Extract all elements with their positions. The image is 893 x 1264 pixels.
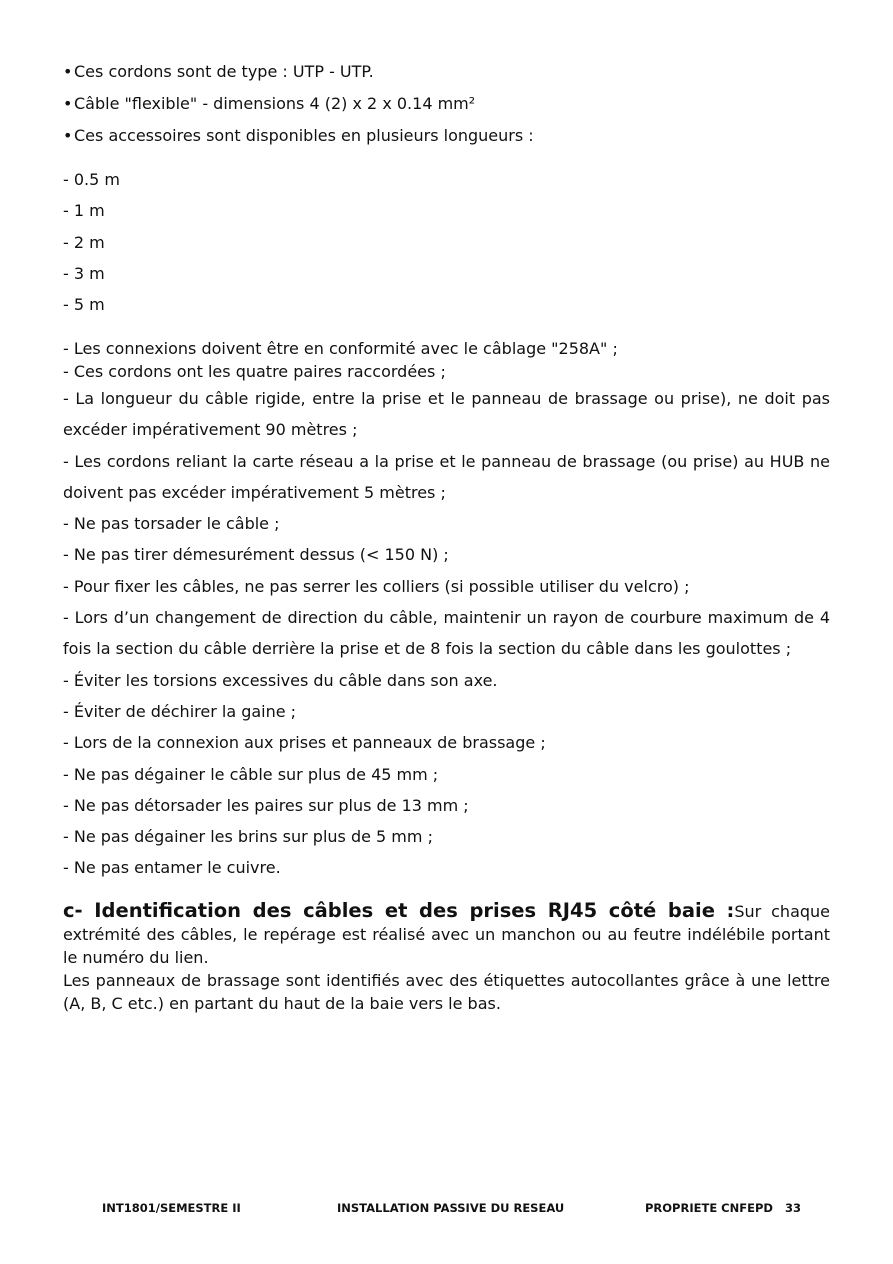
length-list (63, 170, 120, 326)
bullet-dot-icon: • (63, 62, 73, 81)
footer-course-code: INT1801/SEMESTRE II (102, 1201, 241, 1215)
rule-item: - Lors d’un changement de direction du câble, maintenir un rayon de courbure maximum de 4 fois la section du câble derrière la prise et de 8 fois la section du câble dans les goulottes ; (63, 608, 830, 659)
identification-section (63, 899, 830, 1015)
rule-item: - Ces cordons ont les quatre paires raccordées ; (63, 362, 446, 381)
bullet-item: •Ces accessoires sont disponibles en plusieurs longueurs : (63, 126, 534, 145)
length-item: - 2 m (63, 232, 105, 252)
rule-item: - Lors de la connexion aux prises et panneaux de brassage ; (63, 733, 546, 753)
section-title: c- Identification des câbles et des prises RJ45 côté baie : (63, 899, 735, 922)
section-paragraph-1 (63, 899, 830, 969)
rule-item: - Ne pas dégainer les brins sur plus de 5 mm ; (63, 827, 433, 847)
bullet-dot-icon: • (63, 126, 73, 145)
rule-item: - Les cordons reliant la carte réseau a la prise et le panneau de brassage (ou prise) au HUB ne doivent pas excéder impérativement 5 mètres ; (63, 451, 830, 502)
rule-item: - Ne pas torsader le câble ; (63, 514, 280, 534)
footer-owner: PROPRIETE CNFEPD (645, 1201, 773, 1215)
bullet-list (63, 62, 830, 158)
footer-page-number: 33 (785, 1201, 802, 1215)
section-paragraph-2: Les panneaux de brassage sont identifiés avec des étiquettes autocollantes grâce à une lettre (A, B, C etc.) en partant du haut de la baie vers le bas. (63, 971, 830, 1013)
bullet-item: •Câble "flexible" - dimensions 4 (2) x 2 x 0.14 mm² (63, 94, 476, 113)
rule-item: - Ne pas détorsader les paires sur plus de 13 mm ; (63, 795, 469, 815)
footer-title: INSTALLATION PASSIVE DU RESEAU (337, 1201, 565, 1215)
rule-item: - Pour fixer les câbles, ne pas serrer les colliers (si possible utiliser du velcro) ; (63, 576, 690, 596)
rule-item: - Éviter les torsions excessives du câble dans son axe. (63, 670, 498, 690)
length-item: - 0.5 m (63, 170, 120, 189)
bullet-dot-icon: • (63, 94, 73, 113)
rule-item: - Ne pas entamer le cuivre. (63, 858, 281, 878)
rule-item: - Éviter de déchirer la gaine ; (63, 701, 297, 721)
length-item: - 1 m (63, 201, 105, 221)
rule-item: - Ne pas dégainer le câble sur plus de 45 mm ; (63, 764, 439, 784)
rule-item: - Ne pas tirer démesurément dessus (< 150 N) ; (63, 545, 449, 565)
length-item: - 5 m (63, 295, 105, 315)
length-item: - 3 m (63, 263, 105, 283)
bullet-item: •Ces cordons sont de type : UTP - UTP. (63, 62, 374, 81)
rule-item: - Les connexions doivent être en conformité avec le câblage "258A" ; (63, 339, 618, 358)
rules-list (63, 337, 830, 884)
section-text-1: Sur chaque extrémité des câbles, le repérage est réalisé avec un manchon ou au feutre indélébile portant le numéro du lien. (63, 902, 831, 967)
rule-item: - La longueur du câble rigide, entre la prise et le panneau de brassage ou prise), ne doit pas excéder impérativement 90 mètres ; (63, 389, 830, 440)
